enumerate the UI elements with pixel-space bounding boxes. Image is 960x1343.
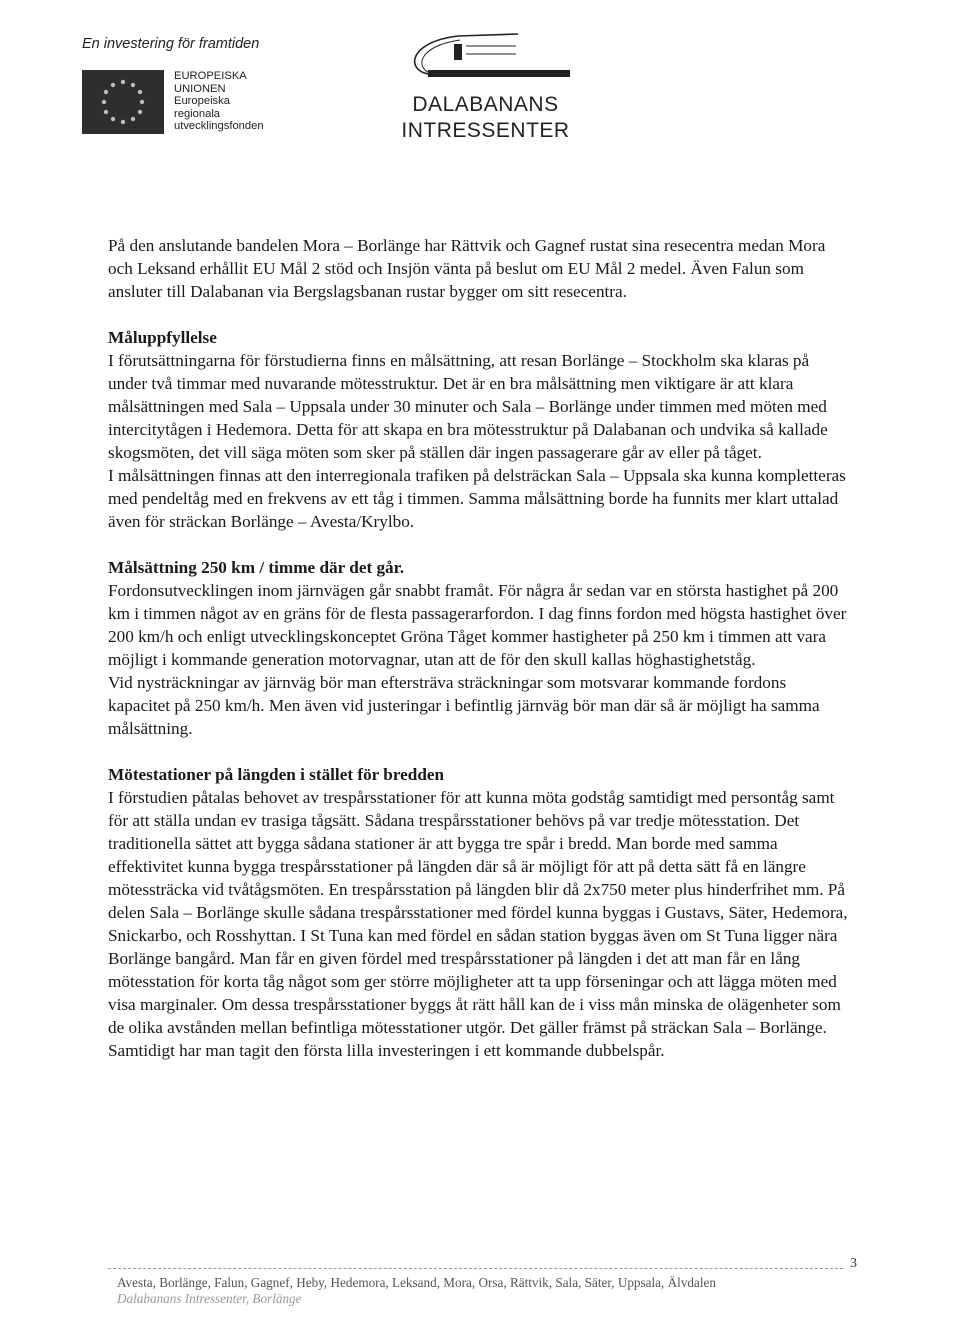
paragraph: I förstudien påtalas behovet av trespårsstationer för att kunna möta godståg samtidigt med persontåg samt för att ställa undan ev trasiga tågsätt. Sådana trespårsstationer behövs på var tredje mötesstation. Det traditionella sättet att bygga sådana stationer är att bygga tre spår i bredd. Man borde med samma effektivitet kunna bygga trespårsstationer på längden där så är möjligt för att på detta sätt få en längre mötessträcka vid tvåtågsmöten. En trespårsstation på längden blir då 2x750 meter plus hinderfrihet mm. På delen Sala – Borlänge skulle sådana trespårsstationer med fördel kunna byggas i Gustavs, Säter, Hedemora, Snickarbo, och Rosshyttan. I St Tuna kan med fördel en sådan station byggas även om St Tuna ligger nära Borlänge bangård. Man får en given fördel med trespårsstationer på längden i det att man får en lång mötesstation för korta tåg något som ger större möjligheter att ta upp förseningar och att lägga möten med visa marginaler. Om dessa trespårsstationer byggs åt rätt håll kan de i viss mån minska de olägenheter som de olika avstånden mellan befintliga mötesstationer utgör. Det gäller främst på sträckan Sala – Borlänge. Samtidigt har man tagit den första lilla investeringen i ett kommande dubbelspår. bbox=[108, 788, 848, 1060]
section-heading-malsattning: Målsättning 250 km / timme där det går. bbox=[108, 558, 404, 577]
eu-line: UNIONEN bbox=[174, 82, 226, 95]
eu-line: Europeiska bbox=[174, 95, 230, 107]
eu-flag-icon bbox=[82, 70, 164, 134]
logo-line: DALABANANS bbox=[412, 93, 559, 116]
document-body bbox=[108, 234, 852, 1062]
intro-paragraph: På den anslutande bandelen Mora – Borlänge har Rättvik och Gagnef rustat sina resecentra medan Mora och Leksand erhållit EU Mål 2 stöd och Insjön vänta på beslut om EU Mål 2 medel. Även Falun som ansluter till Dalabanan via Bergslagsbanan rustar bygger om sitt resecentra. bbox=[108, 236, 826, 301]
dalabanans-logo bbox=[398, 30, 573, 150]
footer-address: Dalabanans Intressenter, Borlänge bbox=[117, 1291, 302, 1306]
footer bbox=[117, 1275, 857, 1307]
page-number: 3 bbox=[850, 1256, 857, 1271]
paragraph: Vid nysträckningar av järnväg bör man eftersträva sträckningar som motsvarar kommande fordons kapacitet på 250 km/h. Men även vid justeringar i befintlig järnväg bör man där så är möjligt ha samma målsättning. bbox=[108, 673, 820, 738]
train-logo-icon bbox=[398, 30, 573, 80]
tagline: En investering för framtiden bbox=[82, 36, 260, 52]
footer-towns: Avesta, Borlänge, Falun, Gagnef, Heby, Hedemora, Leksand, Mora, Orsa, Rättvik, Sala, Säter, Uppsala, Älvdalen bbox=[117, 1275, 716, 1290]
eu-line: utvecklingsfonden bbox=[174, 120, 264, 132]
paragraph: I förutsättningarna för förstudierna finns en målsättning, att resan Borlänge – Stockholm ska klaras på under två timmar med nuvarande mötesstruktur. Det är en bra målsättning men viktigare är att klara målsättningen med Sala – Uppsala under 30 minuter och Sala – Borlänge under timmen med möten med intercitytågen i Hedemora. Detta för att skapa en bra mötesstruktur på Dalabanan och undvika så kallade skogsmöten, det vill säga möten som sker på ställen där ingen passagerare går av eller på tåget. bbox=[108, 351, 828, 462]
eu-logo bbox=[82, 70, 362, 140]
paragraph: I målsättningen finnas att den interregionala trafiken på delsträckan Sala – Uppsala ska kunna kompletteras med pendeltåg med en frekvens av ett tåg i timmen. Samma målsättning borde ha funnits mer klart uttalad även för sträckan Borlänge – Avesta/Krylbo. bbox=[108, 466, 846, 531]
section-heading-maluppfyllelse: Måluppfyllelse bbox=[108, 328, 217, 347]
footer-divider bbox=[108, 1268, 843, 1269]
eu-line: regionala bbox=[174, 107, 221, 120]
paragraph: Fordonsutvecklingen inom järnvägen går snabbt framåt. För några år sedan var en största hastighet på 200 km i timmen något av en gräns för de flesta passagerarfordon. I dag finns fordon med högsta hastighet över 200 km/h och enligt utvecklingskonceptet Gröna Tåget kommer hastigheter på 250 km i timmen att vara möjligt i kommande generation motorvagnar, utan att de för den skull kallas höghastighetståg. bbox=[108, 581, 847, 669]
eu-text bbox=[174, 70, 264, 133]
section-heading-motestationer: Mötestationer på längden i stället för bredden bbox=[108, 765, 445, 784]
logo-line: INTRESSENTER bbox=[401, 119, 570, 142]
eu-line: EUROPEISKA bbox=[174, 70, 247, 82]
